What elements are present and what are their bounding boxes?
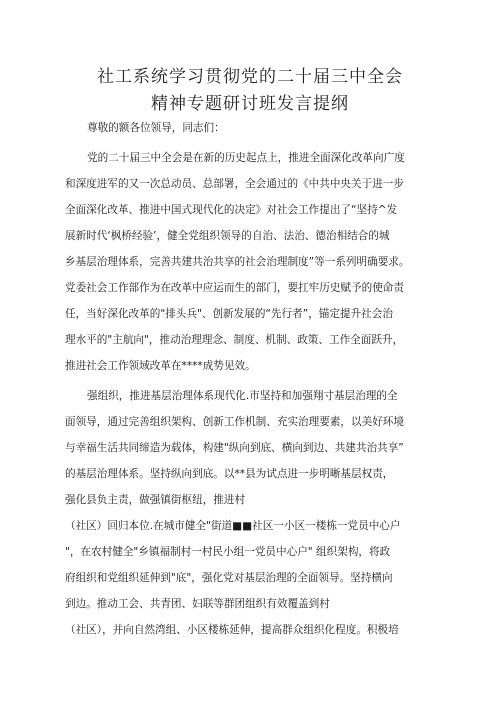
- body-line: 乡基层治理体系，完善共建共治共享的社会治理制度”等一系列明确要求。: [65, 256, 410, 268]
- body-line: 任，当好深化改革的"排头兵"、创新发展的“先行者”，锚定提升社会治: [65, 308, 393, 320]
- document-title-line-1: 社工系统学习贯彻党的二十届三中全会: [97, 67, 403, 87]
- body-line: "，在农村健全"乡镇福制村一村民小组一党员中心户" 组织架构，将政: [65, 546, 391, 558]
- salutation: 尊敬的额各位领导，同志们：: [87, 122, 225, 134]
- body-line: （社区）回归本位.在城市健全"街道■■社区一小区一楼栋一党员中心户: [65, 520, 401, 532]
- body-line: 理水平的"主航向"，推动治理理念、制度、机制、政策、工作全面跃升，: [65, 334, 404, 346]
- body-line: 党的二十届三中全会是在新的历史起点上，推进全面深化改革向广度: [87, 152, 405, 164]
- body-line: 府组织和党组织延伸到"底"，强化党对基层治理的全面领导。坚持横向: [65, 572, 393, 584]
- body-line: 与幸福生活共同缔造为载体，构建"纵向到底、横向到边、共建共治共享”: [65, 442, 404, 454]
- body-line: 面领导，通过完善组织架构、创新工作机制、充实治理要素，以美好环境: [65, 416, 404, 428]
- body-line: 强化县负主责，做强镇街枢纽，推进村: [65, 494, 246, 506]
- document-title-line-2: 精神专题研讨班发言提纲: [151, 94, 349, 114]
- body-line: 推进社会工作领域改革在****成势见效。: [65, 360, 256, 372]
- body-line: 展新时代‘枫桥经验’，健全党组织领导的自治、法治、德治相结合的城: [65, 230, 390, 242]
- body-line: （社区），并向自然湾组、小区楼栋延伸，提高群众组织化程度。积极培: [65, 624, 399, 636]
- body-line: 和深度进军的又一次总动员、总部署，全会通过的《中共中央关于进一步: [65, 178, 404, 190]
- body-line: 全面深化改革、推进中国式现代化的决定》对社会工作提出了“坚持^发: [65, 204, 398, 216]
- body-line: 党委社会工作部作为在改革中应运而生的部门，要扛牢历史赋予的使命责: [65, 282, 404, 294]
- body-line: 的基层治理体系。坚持纵向到底。以**县为试点进一步明晰基层权责，: [65, 468, 394, 480]
- body-line: 强组织，推进基层治理体系现代化.市坚持和加强翔寸基层治理的全: [87, 390, 398, 402]
- body-line: 到边。推动工会、共青团、妇联等群团组织有效覆盖到村: [65, 598, 330, 610]
